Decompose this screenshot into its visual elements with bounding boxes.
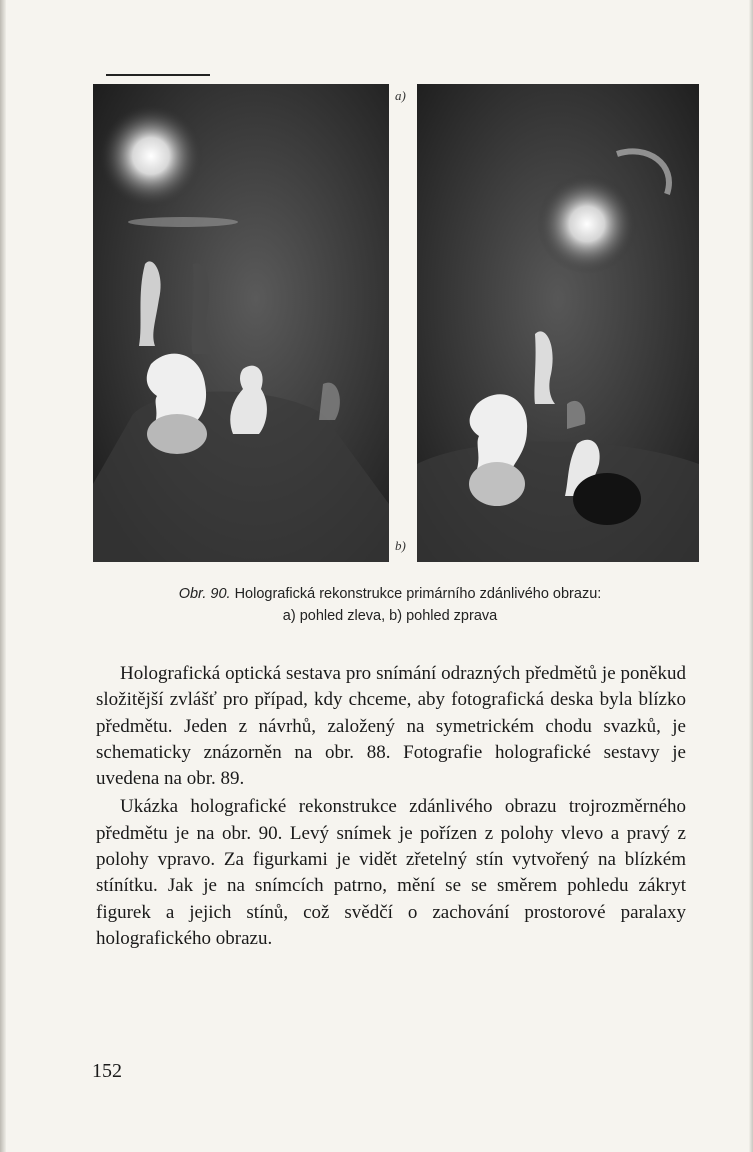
top-rule — [106, 74, 210, 76]
caption-text-1: Holografická rekonstrukce primárního zdánlivého obrazu: — [234, 586, 602, 602]
hologram-photo-left-view — [93, 84, 389, 562]
body-text — [96, 661, 686, 952]
figure-caption — [60, 583, 720, 627]
figure-90 — [93, 78, 699, 564]
paragraph-1: Holografická optická sestava pro snímání odrazných předmětů je poněkud složitější zvlášť pro případ, kdy chceme, aby fotografická deska byla blízko předmětu. Jeden z návrhů, založený na symetrickém chodu svazků, je schematicky znázorněn na obr. 88. Fotografie holografické sestavy je uvedena na obr. 89. — [96, 663, 686, 790]
panel-label-a: a) — [395, 88, 406, 103]
caption-label: Obr. 90. — [178, 586, 231, 602]
paragraph-2: Ukázka holografické rekonstrukce zdánlivého obrazu trojrozměrného předmětu je na obr. 90. Levý snímek je pořízen z polohy vlevo a pravý z polohy vpravo. Za figurkami je vidět zřetelný stín vytvořený na blízkém stínítku. Jak je na snímcích patrno, mění se se směrem pohledu zákryt figurek a jejich stínů, což svědčí o zachování prostorové paralaxy holografického obrazu. — [96, 796, 686, 949]
hologram-photo-right-view — [417, 84, 699, 562]
caption-line-1 — [60, 583, 720, 605]
scan-edge-left — [0, 0, 6, 1152]
caption-line-2: a) pohled zleva, b) pohled zprava — [282, 608, 498, 624]
scan-edge-right — [749, 0, 753, 1152]
page-number: 152 — [92, 1060, 122, 1082]
panel-label-b: b) — [395, 538, 406, 553]
